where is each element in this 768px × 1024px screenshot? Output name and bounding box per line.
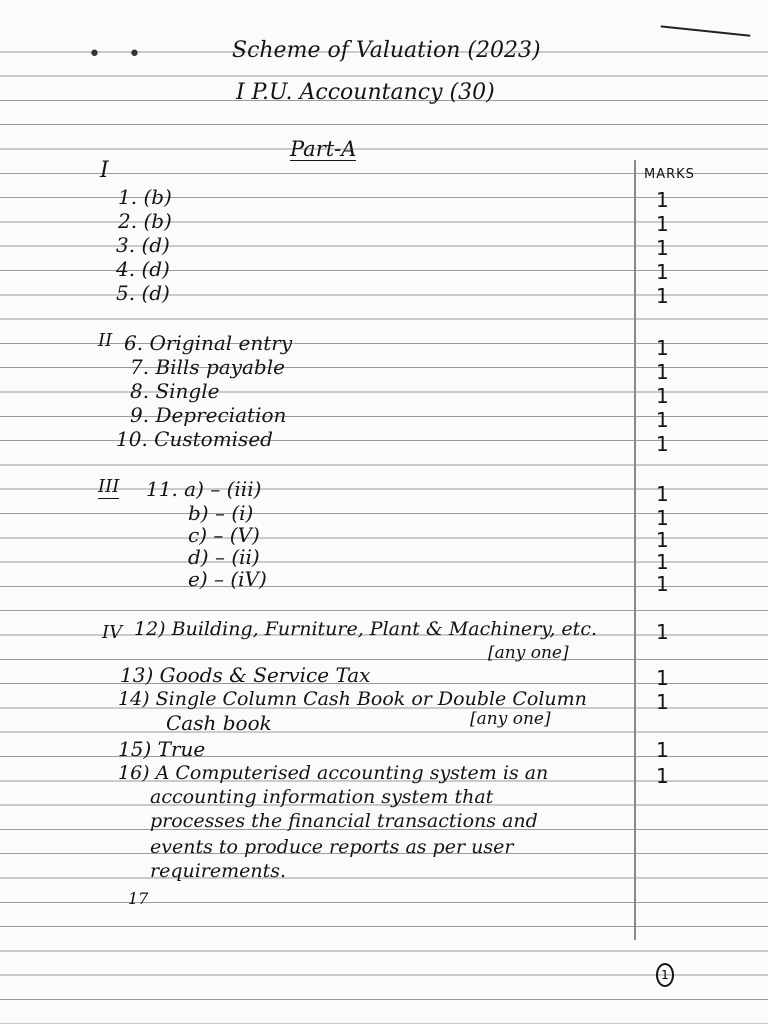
list-item: 15) True xyxy=(118,737,206,761)
list-item: 3. (d) xyxy=(116,233,170,257)
page-title: Scheme of Valuation (2023) xyxy=(232,38,541,63)
mark-value: 1 xyxy=(656,236,669,260)
list-item: c) – (V) xyxy=(188,523,260,547)
section-numeral-3: III xyxy=(98,476,120,497)
mark-value: 1 xyxy=(656,212,669,236)
mark-value: 1 xyxy=(656,572,669,596)
list-item: 1. (b) xyxy=(118,185,172,209)
list-item: 16) A Computerised accounting system is an xyxy=(118,762,549,784)
list-item: d) – (ii) xyxy=(188,545,260,569)
list-item: 7. Bills payable xyxy=(130,355,285,379)
marks-column-header: MARKS xyxy=(644,167,695,182)
answer-note: [any one] xyxy=(470,709,551,729)
list-item-continued: Cash book xyxy=(166,711,272,735)
list-item: 2. (b) xyxy=(118,209,172,233)
mark-value: 1 xyxy=(656,284,669,308)
list-item: 4. (d) xyxy=(116,257,170,281)
corner-pen-stroke xyxy=(660,25,751,46)
part-label: Part-A xyxy=(290,137,357,161)
section-numeral-1: I xyxy=(100,158,109,183)
margin-dots: • • xyxy=(88,42,151,67)
mark-value: 1 xyxy=(656,188,669,212)
page-subtitle: I P.U. Accountancy (30) xyxy=(236,80,495,105)
list-item-continued: events to produce reports as per user xyxy=(150,836,514,858)
list-item: e) – (iV) xyxy=(188,567,267,591)
mark-value: 1 xyxy=(656,620,669,644)
page-number: 1 xyxy=(656,963,674,987)
mark-value: 1 xyxy=(656,528,669,552)
mark-value: 1 xyxy=(656,666,669,690)
mark-value: 1 xyxy=(656,506,669,530)
mark-value: 1 xyxy=(656,550,669,574)
mark-value: 1 xyxy=(656,690,669,714)
list-item: 10. Customised xyxy=(116,427,273,451)
mark-value: 1 xyxy=(656,764,669,788)
list-item: b) – (i) xyxy=(188,501,254,525)
mark-value: 1 xyxy=(656,384,669,408)
mark-value: 1 xyxy=(656,336,669,360)
list-item: 6. Original entry xyxy=(124,331,293,355)
list-item-continued: requirements. xyxy=(150,860,287,882)
answer-note: [any one] xyxy=(488,643,569,663)
list-item: 12) Building, Furniture, Plant & Machinery, etc. xyxy=(134,618,597,640)
list-item: 13) Goods & Service Tax xyxy=(120,663,371,687)
list-item: 17 xyxy=(128,889,149,908)
mark-value: 1 xyxy=(656,260,669,284)
mark-value: 1 xyxy=(656,408,669,432)
list-item: 8. Single xyxy=(130,379,220,403)
list-item: 5. (d) xyxy=(116,281,170,305)
mark-value: 1 xyxy=(656,482,669,506)
mark-value: 1 xyxy=(656,432,669,456)
mark-value: 1 xyxy=(656,360,669,384)
list-item: 11. a) – (iii) xyxy=(146,477,262,501)
section-numeral-4: IV xyxy=(102,622,123,643)
mark-value: 1 xyxy=(656,738,669,762)
list-item: 14) Single Column Cash Book or Double Column xyxy=(118,688,587,710)
list-item-continued: accounting information system that xyxy=(150,786,494,808)
list-item: 9. Depreciation xyxy=(130,403,287,427)
section-numeral-2: II xyxy=(98,330,113,351)
list-item-continued: processes the financial transactions and xyxy=(150,810,538,832)
marks-column-divider xyxy=(634,160,636,940)
